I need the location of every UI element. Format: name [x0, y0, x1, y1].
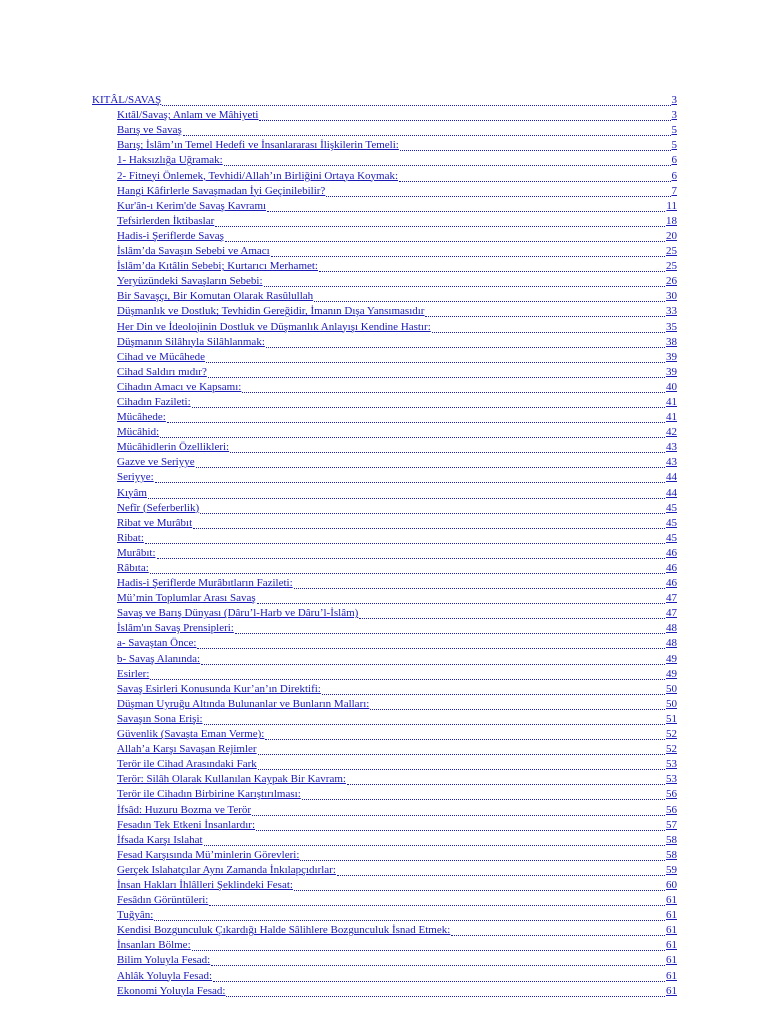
toc-entry-link[interactable]: [0, 907, 768, 922]
toc-entry-title: Terör: Silâh Olarak Kullanılan Kaypak Bir Kavram:: [117, 773, 346, 786]
toc-dot-leader: [150, 667, 665, 680]
toc-dot-leader: [157, 546, 666, 559]
toc-dot-leader: [154, 908, 665, 921]
toc-dot-leader: [258, 742, 665, 755]
toc-page-number: 20: [666, 229, 677, 242]
toc-entry-title: Her Din ve İdeolojinin Dostluk ve Düşmanlık Anlayışı Kendine Hastır:: [117, 320, 431, 333]
toc-entry-link[interactable]: [0, 167, 768, 182]
toc-page-number: 61: [666, 909, 677, 922]
toc-entry-title: Nefîr (Seferberlik): [117, 501, 200, 514]
toc-dot-leader: [259, 108, 670, 121]
toc-entry-title: b- Savaş Alanında:: [117, 652, 201, 665]
toc-dot-leader: [196, 455, 665, 468]
toc-entry-title: İnsanları Bölme:: [117, 939, 191, 952]
toc-page-number: 61: [666, 939, 677, 952]
toc-entry-title: Seriyye:: [117, 471, 154, 484]
toc-entry-title: Kıyâm: [117, 486, 147, 499]
toc-entry-link[interactable]: [0, 183, 768, 198]
toc-entry-title: a- Savaştan Önce:: [117, 637, 197, 650]
toc-entry-link[interactable]: [0, 681, 768, 696]
toc-dot-leader: [201, 652, 665, 665]
toc-dot-leader: [347, 772, 665, 785]
toc-entry-link[interactable]: [0, 771, 768, 786]
toc-entry-link[interactable]: [0, 530, 768, 545]
toc-entry-title: Hadis-i Şeriflerde Murâbıtların Fazileti:: [117, 577, 293, 590]
toc-entry-link[interactable]: [0, 983, 768, 998]
toc-entry-link[interactable]: [0, 892, 768, 907]
toc-entry-link[interactable]: [0, 696, 768, 711]
toc-page-number: 25: [666, 245, 677, 258]
toc-entry-link[interactable]: [0, 801, 768, 816]
toc-page-number: 58: [666, 848, 677, 861]
toc-dot-leader: [400, 138, 671, 151]
toc-page-number: 49: [666, 652, 677, 665]
toc-page-number: 61: [666, 984, 677, 997]
toc-entry-title: İslâm'ın Savaş Prensipleri:: [117, 622, 234, 635]
toc-dot-leader: [145, 531, 665, 544]
toc-entry-title: Fesadın Tek Etkeni İnsanlardır:: [117, 818, 256, 831]
toc-entry-link[interactable]: [0, 243, 768, 258]
toc-entry-title: Gazve ve Seriyye: [117, 456, 195, 469]
toc-entry-link[interactable]: [0, 560, 768, 575]
toc-entry-title: Cihadın Fazileti:: [117, 395, 191, 408]
toc-entry-title: Allah’a Karşı Savaşan Rejimler: [117, 743, 257, 756]
toc-entry-title: Mücâhid:: [117, 426, 160, 439]
toc-dot-leader: [200, 501, 665, 514]
toc-dot-leader: [215, 214, 665, 227]
toc-page-number: 58: [666, 833, 677, 846]
toc-page-number: 40: [666, 380, 677, 393]
toc-dot-leader: [160, 425, 665, 438]
toc-entry-title: Mü’min Toplumlar Arası Savaş: [117, 592, 256, 605]
toc-dot-leader: [209, 893, 665, 906]
toc-page-number: 38: [666, 335, 677, 348]
toc-page-number: 26: [666, 275, 677, 288]
toc-page-number: 5: [671, 139, 677, 152]
toc-dot-leader: [235, 621, 665, 634]
toc-page-number: 60: [666, 878, 677, 891]
toc-entry-title: Düşman Uyruğu Altında Bulunanlar ve Bunların Malları:: [117, 697, 370, 710]
toc-dot-leader: [326, 184, 670, 197]
toc-entry-link[interactable]: [0, 424, 768, 439]
toc-entry-link[interactable]: [0, 137, 768, 152]
toc-entry-title: Barış; İslâm’ın Temel Hedefi ve İnsanlararası İlişkilerin Temeli:: [117, 139, 399, 152]
toc-entry-link[interactable]: [0, 439, 768, 454]
toc-entry-title: Gerçek Islahatçılar Aynı Zamanda İnkılapçıdırlar:: [117, 863, 336, 876]
toc-entry-link[interactable]: [0, 726, 768, 741]
toc-entry-title: Savaş Esirleri Konusunda Kur’an’ın Direktifi:: [117, 682, 321, 695]
toc-entry-link[interactable]: [0, 273, 768, 288]
toc-entry-link[interactable]: [0, 847, 768, 862]
toc-entry-title: Râbıta:: [117, 562, 149, 574]
toc-page-number: 48: [666, 637, 677, 650]
toc-entry-title: İnsan Hakları İhlâlleri Şeklindeki Fesat:: [117, 878, 293, 891]
toc-entry-title: Ahlâk Yoluyla Fesad:: [117, 969, 213, 982]
toc-dot-leader: [314, 289, 665, 302]
toc-page-number: 47: [666, 607, 677, 620]
toc-dot-leader: [192, 938, 665, 951]
toc-page-number: 52: [666, 743, 677, 756]
toc-page-number: 3: [671, 94, 677, 107]
toc-entry-link[interactable]: [0, 666, 768, 681]
toc-page-number: 50: [666, 697, 677, 710]
toc-entry-title: Barış ve Savaş: [117, 124, 182, 137]
toc-dot-leader: [208, 365, 665, 378]
toc-entry-link[interactable]: [0, 288, 768, 303]
toc-entry-link[interactable]: [0, 967, 768, 982]
toc-entry-title: Mücâhidlerin Özellikleri:: [117, 441, 230, 454]
toc-entry-link[interactable]: [0, 741, 768, 756]
toc-entry-link[interactable]: [0, 590, 768, 605]
toc-entry-title: Fesâdın Görüntüleri:: [117, 894, 209, 907]
toc-page-number: 49: [666, 667, 677, 680]
toc-entry-link[interactable]: [0, 635, 768, 650]
toc-entry-title: Savaş ve Barış Dünyası (Dâru’l-Harb ve Dâru’l-İslâm): [117, 607, 359, 620]
toc-entry-title: Murâbıt:: [117, 546, 156, 559]
toc-page-number: 6: [671, 154, 677, 167]
toc-entry-link[interactable]: [0, 545, 768, 560]
toc-dot-leader: [425, 304, 665, 317]
toc-entry-link[interactable]: [0, 817, 768, 832]
toc-entry-link[interactable]: [0, 122, 768, 137]
toc-page-number: 45: [666, 501, 677, 514]
toc-dot-leader: [359, 606, 665, 619]
toc-page-number: 5: [671, 124, 677, 137]
table-of-contents: [0, 92, 768, 998]
toc-page-number: 42: [666, 426, 677, 439]
toc-dot-leader: [451, 923, 665, 936]
toc-dot-leader: [264, 274, 665, 287]
toc-dot-leader: [213, 969, 665, 982]
toc-dot-leader: [267, 199, 665, 212]
toc-page-number: 46: [666, 562, 677, 574]
toc-entry-title: Hadis-i Şeriflerde Savaş: [117, 229, 224, 242]
toc-dot-leader: [322, 682, 665, 695]
toc-dot-leader: [256, 818, 665, 831]
toc-page-number: 43: [666, 456, 677, 469]
toc-dot-leader: [258, 757, 665, 770]
toc-entry-link[interactable]: [0, 258, 768, 273]
toc-page-number: 45: [666, 531, 677, 544]
toc-entry-link[interactable]: [0, 500, 768, 515]
toc-entry-title: Tuğyân:: [117, 909, 154, 922]
toc-entry-link[interactable]: [0, 318, 768, 333]
toc-page-number: 52: [666, 728, 677, 741]
toc-entry-title: Bir Savaşçı, Bir Komutan Olarak Rasûlullah: [117, 290, 314, 303]
toc-entry-link[interactable]: [0, 334, 768, 349]
toc-page-number: 53: [666, 773, 677, 786]
toc-entry-title: Terör ile Cihadın Birbirine Karıştırılması:: [117, 788, 301, 801]
toc-dot-leader: [148, 486, 665, 499]
toc-dot-leader: [242, 380, 665, 393]
toc-entry-link[interactable]: [0, 786, 768, 801]
toc-entry-title: Fesad Karşısında Mü’minlerin Görevleri:: [117, 848, 300, 861]
toc-page-number: 44: [666, 486, 677, 499]
toc-dot-leader: [197, 636, 665, 649]
toc-dot-leader: [337, 863, 665, 876]
toc-entry-title: KITÂL/SAVAŞ: [92, 94, 162, 107]
toc-page-number: 39: [666, 350, 677, 363]
toc-dot-leader: [206, 350, 665, 363]
toc-page-number: 3: [671, 109, 677, 122]
toc-dot-leader: [266, 335, 665, 348]
toc-entry-link[interactable]: [0, 756, 768, 771]
toc-dot-leader: [252, 803, 665, 816]
toc-entry-link[interactable]: [0, 394, 768, 409]
toc-entry-link[interactable]: [0, 937, 768, 952]
toc-entry-title: Bilim Yoluyla Fesad:: [117, 954, 211, 967]
toc-page-number: 45: [666, 516, 677, 529]
toc-page-number: 25: [666, 260, 677, 273]
toc-heading-link[interactable]: [0, 92, 768, 107]
toc-dot-leader: [271, 244, 665, 257]
toc-entry-link[interactable]: [0, 922, 768, 937]
toc-page-number: 46: [666, 546, 677, 559]
toc-entry-title: Kur'ân-ı Kerim'de Savaş Kavramı: [117, 199, 267, 212]
toc-entry-link[interactable]: [0, 862, 768, 877]
toc-page-number: 41: [666, 411, 677, 424]
toc-entry-link[interactable]: [0, 952, 768, 967]
toc-entry-link[interactable]: [0, 877, 768, 892]
toc-entry-link[interactable]: [0, 107, 768, 122]
toc-dot-leader: [265, 727, 665, 740]
toc-dot-leader: [300, 848, 665, 861]
toc-entry-title: Ekonomi Yoluyla Fesad:: [117, 984, 226, 997]
toc-page-number: 50: [666, 682, 677, 695]
toc-dot-leader: [224, 153, 671, 166]
toc-entry-title: 2- Fitneyi Önlemek, Tevhidi/Allah’ın Birliğini Ortaya Koymak:: [117, 169, 399, 182]
toc-dot-leader: [302, 787, 665, 800]
toc-dot-leader: [167, 410, 665, 423]
toc-dot-leader: [294, 576, 665, 589]
toc-dot-leader: [257, 591, 665, 604]
toc-page-number: 56: [666, 788, 677, 801]
toc-entry-title: Hangi Kâfirlerle Savaşmadan İyi Geçinilebilir?: [117, 184, 326, 197]
toc-dot-leader: [225, 229, 665, 242]
toc-page-number: 56: [666, 803, 677, 816]
toc-page-number: 44: [666, 471, 677, 484]
toc-entry-title: Kendisi Bozgunculuk Çıkardığı Halde Sâlihlere Bozgunculuk İsnad Etmek:: [117, 924, 451, 937]
toc-entry-link[interactable]: [0, 409, 768, 424]
toc-entry-link[interactable]: [0, 213, 768, 228]
toc-page-number: 57: [666, 818, 677, 831]
toc-entry-title: Esirler:: [117, 667, 150, 680]
toc-entry-link[interactable]: [0, 454, 768, 469]
toc-page-number: 61: [666, 924, 677, 937]
toc-entry-title: Terör ile Cihad Arasındaki Fark: [117, 758, 257, 771]
toc-entry-link[interactable]: [0, 515, 768, 530]
toc-page-number: 59: [666, 863, 677, 876]
toc-entry-title: İslâm’da Kıtâlin Sebebi; Kurtarıcı Merhamet:: [117, 260, 318, 273]
toc-dot-leader: [162, 93, 670, 106]
toc-entry-title: İslâm’da Savaşın Sebebi ve Amacı: [117, 245, 270, 258]
toc-dot-leader: [230, 440, 665, 453]
toc-entry-link[interactable]: [0, 469, 768, 484]
toc-entry-title: Savaşın Sona Erişi:: [117, 712, 203, 725]
toc-entry-link[interactable]: [0, 379, 768, 394]
toc-page-number: 41: [666, 395, 677, 408]
toc-entry-title: Tefsirlerden İktibaslar: [117, 214, 215, 227]
toc-page-number: 39: [666, 365, 677, 378]
toc-entry-link[interactable]: [0, 832, 768, 847]
toc-dot-leader: [183, 123, 671, 136]
toc-page-number: 61: [666, 954, 677, 967]
toc-page-number: 30: [666, 290, 677, 303]
toc-page-number: 6: [671, 169, 677, 182]
toc-entry-title: Kıtâl/Savaş; Anlam ve Mâhiyeti: [117, 109, 259, 122]
toc-dot-leader: [226, 984, 665, 997]
toc-entry-title: İfsâd: Huzuru Bozma ve Terör: [117, 803, 252, 816]
toc-page-number: 53: [666, 758, 677, 771]
toc-entry-link[interactable]: [0, 152, 768, 167]
toc-dot-leader: [319, 259, 665, 272]
toc-page-number: 7: [671, 184, 677, 197]
toc-entry-title: Cihadın Amacı ve Kapsamı:: [117, 380, 242, 393]
toc-entry-title: Ribat:: [117, 531, 144, 544]
toc-page-number: 43: [666, 441, 677, 454]
toc-entry-title: Güvenlik (Savaşta Eman Verme):: [117, 728, 265, 741]
toc-page-number: 48: [666, 622, 677, 635]
toc-dot-leader: [432, 320, 665, 333]
toc-page-number: 51: [666, 712, 677, 725]
toc-dot-leader: [294, 878, 665, 891]
toc-entry-title: Ribat ve Murâbıt: [117, 516, 193, 529]
toc-entry-link[interactable]: [0, 575, 768, 590]
toc-dot-leader: [370, 697, 665, 710]
toc-entry-link[interactable]: [0, 228, 768, 243]
toc-entry-link[interactable]: [0, 303, 768, 318]
toc-page-number: 33: [666, 305, 677, 318]
toc-entry-link[interactable]: [0, 349, 768, 364]
toc-entry-link[interactable]: [0, 364, 768, 379]
toc-entry-title: Yeryüzündeki Savaşların Sebebi:: [117, 275, 263, 288]
toc-dot-leader: [399, 169, 670, 182]
toc-entry-link[interactable]: [0, 484, 768, 499]
toc-entry-title: Düşmanın Silâhıyla Silâhlanmak:: [117, 335, 265, 348]
toc-entry-title: 1- Haksızlığa Uğramak:: [117, 154, 223, 167]
toc-entry-link[interactable]: [0, 620, 768, 635]
toc-dot-leader: [211, 953, 665, 966]
toc-dot-leader: [150, 561, 665, 574]
toc-entry-link[interactable]: [0, 605, 768, 620]
toc-entry-title: Mücâhede:: [117, 411, 166, 424]
toc-entry-title: Düşmanlık ve Dostluk; Tevhidin Gereğidir, İmanın Dışa Yansımasıdır: [117, 305, 425, 318]
toc-dot-leader: [192, 395, 665, 408]
toc-dot-leader: [193, 516, 665, 529]
toc-dot-leader: [204, 712, 665, 725]
toc-page-number: 46: [666, 577, 677, 590]
toc-page-number: 35: [666, 320, 677, 333]
toc-page-number: 47: [666, 592, 677, 605]
toc-page-number: 61: [666, 969, 677, 982]
toc-page-number: 11: [666, 199, 677, 212]
toc-entry-title: Cihad Saldırı mıdır?: [117, 365, 207, 378]
toc-entry-title: Cihad ve Mücâhede: [117, 350, 205, 363]
toc-dot-leader: [155, 470, 665, 483]
toc-entry-link[interactable]: [0, 650, 768, 665]
toc-entry-link[interactable]: [0, 711, 768, 726]
toc-entry-link[interactable]: [0, 198, 768, 213]
toc-page-number: 18: [666, 214, 677, 227]
toc-entry-title: İfsada Karşı Islahat: [117, 833, 203, 846]
toc-page-number: 61: [666, 894, 677, 907]
toc-dot-leader: [204, 833, 665, 846]
